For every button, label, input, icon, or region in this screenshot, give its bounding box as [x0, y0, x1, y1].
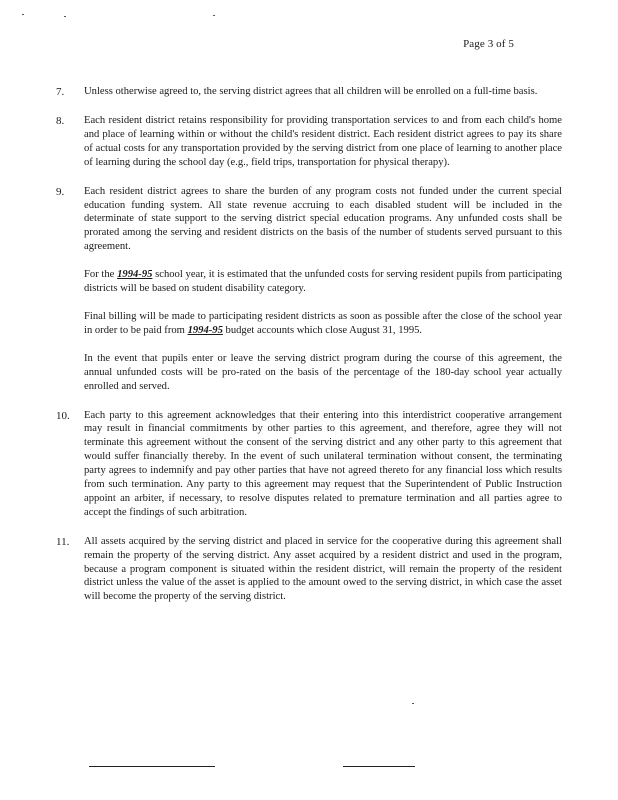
clause-body: [84, 185, 562, 394]
clause-paragraph: [84, 114, 562, 170]
clause-number: 8.: [56, 115, 65, 127]
paragraph-text: budget accounts which close August 31, 1995.: [222, 324, 423, 336]
clause-number: 10.: [56, 409, 70, 422]
clause-paragraph: [84, 268, 562, 296]
paragraph-text: Each resident district retains responsibility for providing transportation services to and from each child's home and place of learning within or without the child's resident district. Each resident district agrees to pay its share of actual costs for any transportation provided by the serving district from one place of learning to another place of learning during the school day (e.g., field trips, transportation for physical therapy).: [84, 115, 562, 168]
clause-number: 11.: [56, 535, 70, 548]
clause-body: [84, 85, 562, 99]
clause-item: [56, 409, 564, 520]
scan-speck: [213, 15, 215, 16]
clause-item: [56, 114, 564, 170]
clause-paragraph: [84, 85, 562, 99]
school-year-emphasis: 1994-95: [117, 269, 153, 281]
clause-number: 9.: [56, 185, 65, 198]
scan-speck: [22, 14, 24, 15]
clause-paragraph: [84, 310, 562, 338]
signature-line-left: [89, 766, 215, 767]
clause-item: [56, 535, 564, 605]
clause-paragraph: [84, 352, 562, 394]
scan-speck: [412, 703, 414, 704]
clause-paragraph: [84, 535, 562, 605]
scan-speck: [64, 16, 66, 17]
paragraph-text: school year, it is estimated that the unfunded costs for serving resident pupils from participating districts will be based on student disability category.: [84, 269, 562, 295]
clause-body: [84, 535, 562, 605]
clause-paragraph: [84, 185, 562, 255]
paragraph-text: Each resident district agrees to share the burden of any program costs not funded under the current special education funding system. All state revenue accruing to each disabled student will be included in the determinate of state support to the serving district special education programs. Any unfunded costs shall be prorated among the serving and resident districts on the basis of the number of students served pursuant to this agreement.: [84, 185, 562, 253]
paragraph-text: Each party to this agreement acknowledges that their entering into this interdistrict cooperative arrangement may result in financial commitments by other parties to this agreement, and therefore, agree they will not terminate this agreement without the consent of the serving district and any other party to this agreement that would suffer financially thereby. In the event of such unilateral termination without consent, the terminating party agrees to indemnify and pay other parties that have not agreed thereto for any financial loss which results from such termination. Any party to this agreement may request that the Superintendent of Public Instruction appoint an arbiter, if necessary, to resolve disputes related to premature termination and all parties agree to accept the findings of such arbitration.: [84, 409, 562, 518]
signature-line-right: [343, 766, 415, 767]
paragraph-text: In the event that pupils enter or leave the serving district program during the course of this agreement, the annual unfunded costs will be pro-rated on the basis of the percentage of the 180-day school year actually enrolled and served.: [84, 352, 562, 392]
clause-number: 7.: [56, 86, 65, 98]
paragraph-text: Unless otherwise agreed to, the serving district agrees that all children will be enrolled on a full-time basis.: [84, 86, 538, 97]
agreement-clauses: [56, 85, 564, 619]
clause-body: [84, 114, 562, 170]
clause-item: [56, 85, 564, 99]
clause-body: [84, 409, 562, 520]
paragraph-text: Final billing will be made to participating resident districts as soon as possible after the close of the school year in order to be paid from: [84, 310, 562, 336]
paragraph-text: All assets acquired by the serving district and placed in service for the cooperative during this agreement shall remain the property of the serving district. Any asset acquired by a resident district and used in the program, because a program component is situated within the resident district, will remain the property of the resident district unless the value of the asset is applied to the amount owed to the serving district, in which case the asset will become the property of the serving district.: [84, 535, 562, 603]
school-year-emphasis: 1994-95: [187, 324, 223, 336]
page-number: Page 3 of 5: [463, 38, 514, 50]
clause-item: [56, 185, 564, 394]
clause-paragraph: [84, 409, 562, 520]
paragraph-text: For the: [84, 269, 118, 281]
